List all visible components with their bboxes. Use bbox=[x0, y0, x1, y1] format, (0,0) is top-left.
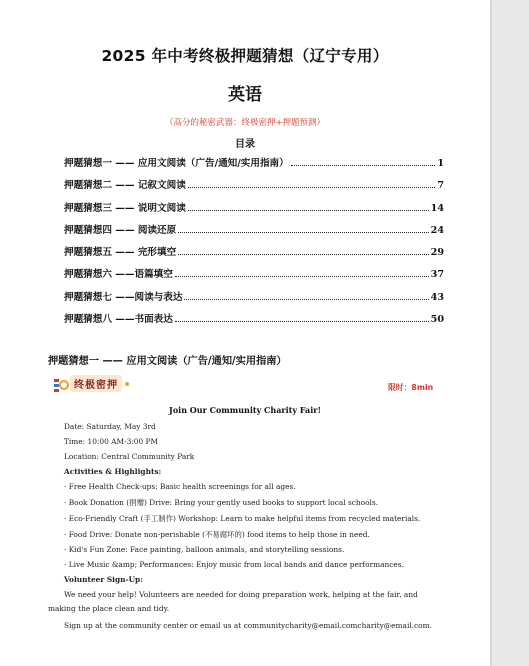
toc-entry-page: 14 bbox=[430, 202, 444, 214]
activity-item: · Live Music &amp; Performances: Enjoy music from local bands and dance performances. bbox=[64, 560, 404, 569]
toc-entry[interactable] bbox=[64, 176, 444, 191]
toc-entry-page: 43 bbox=[430, 291, 444, 303]
section-banner bbox=[54, 375, 129, 392]
toc-entry-page: 7 bbox=[437, 180, 444, 192]
toc-entry-page: 29 bbox=[430, 247, 444, 259]
signup-text: Sign up at the community center or email us at communitycharity@email.comcharity@email.com. bbox=[64, 621, 432, 630]
ad-time: Time: 10:00 AM-3:00 PM bbox=[64, 437, 159, 446]
toc-entry-label: 押题猜想八 ——书面表达 bbox=[64, 314, 173, 326]
toc-leader bbox=[291, 165, 436, 166]
toc-entry-page: 50 bbox=[430, 314, 444, 326]
target-icon bbox=[54, 377, 68, 391]
toc-leader bbox=[184, 299, 428, 300]
activity-item: · Kid's Fun Zone: Face painting, balloon animals, and storytelling sessions. bbox=[64, 545, 345, 554]
toc-entry[interactable] bbox=[64, 221, 444, 236]
subject-title: 英语 bbox=[228, 85, 262, 105]
toc-entry-label: 押题猜想五 —— 完形填空 bbox=[64, 247, 177, 259]
toc-entry-label: 押题猜想三 —— 说明文阅读 bbox=[64, 202, 186, 214]
activity-item: · Book Donation (捐赠) Drive: Bring your gently used books to support local schools. bbox=[64, 498, 379, 507]
dot-icon bbox=[125, 382, 129, 386]
volunteer-text: We need your help! Volunteers are needed for doing preparation work, helping at the fair, and making the place clean and tidy. bbox=[48, 590, 418, 613]
toc-entry-label: 押题猜想六 ——语篇填空 bbox=[64, 269, 173, 281]
activity-item: · Free Health Check-ups: Basic health screenings for all ages. bbox=[64, 482, 296, 491]
toc-leader bbox=[175, 276, 429, 277]
toc-entry[interactable] bbox=[64, 265, 444, 280]
tagline: （高分的秘密武器：终极密押+押题预测） bbox=[164, 118, 326, 128]
activities-heading: Activities & Highlights: bbox=[64, 467, 162, 476]
toc-entry[interactable] bbox=[64, 154, 444, 169]
ad-date: Date: Saturday, May 3rd bbox=[64, 422, 156, 431]
toc-entry[interactable] bbox=[64, 243, 444, 258]
volunteer-heading: Volunteer Sign-Up: bbox=[64, 575, 143, 584]
section-heading: 押题猜想一 —— 应用文阅读（广告/通知/实用指南） bbox=[48, 356, 287, 367]
toc-entry-label: 押题猜想四 —— 阅读还原 bbox=[64, 224, 177, 236]
table-of-contents bbox=[64, 154, 444, 332]
activity-item: · Eco-Friendly Craft (手工制作) Workshop: Learn to make helpful items from recycled materials. bbox=[64, 514, 421, 523]
time-limit: 限时：8min bbox=[388, 383, 434, 392]
toc-entry-page: 1 bbox=[437, 158, 444, 169]
activity-item: · Food Drive: Donate non-perishable (不易腐坏的) food items to help those in need. bbox=[64, 530, 370, 539]
toc-leader bbox=[188, 187, 436, 188]
toc-entry-page: 24 bbox=[430, 224, 444, 236]
toc-entry-page: 37 bbox=[430, 269, 444, 281]
toc-heading: 目录 bbox=[235, 139, 255, 150]
banner-label: 终极密押 bbox=[70, 375, 122, 392]
toc-leader bbox=[175, 321, 429, 322]
ad-title: Join Our Community Charity Fair! bbox=[169, 405, 321, 415]
toc-entry[interactable] bbox=[64, 310, 444, 325]
document-title: 2025 年中考终极押题猜想（辽宁专用） bbox=[101, 47, 389, 65]
toc-entry-label: 押题猜想七 ——阅读与表达 bbox=[64, 291, 183, 303]
toc-leader bbox=[178, 254, 428, 255]
toc-entry-label: 押题猜想一 —— 应用文阅读（广告/通知/实用指南） bbox=[64, 158, 289, 169]
toc-entry[interactable] bbox=[64, 199, 444, 214]
toc-entry-label: 押题猜想二 —— 记叙文阅读 bbox=[64, 180, 186, 192]
toc-entry[interactable] bbox=[64, 288, 444, 303]
ad-location: Location: Central Community Park bbox=[64, 452, 195, 461]
toc-leader bbox=[178, 232, 428, 233]
toc-leader bbox=[188, 210, 429, 211]
